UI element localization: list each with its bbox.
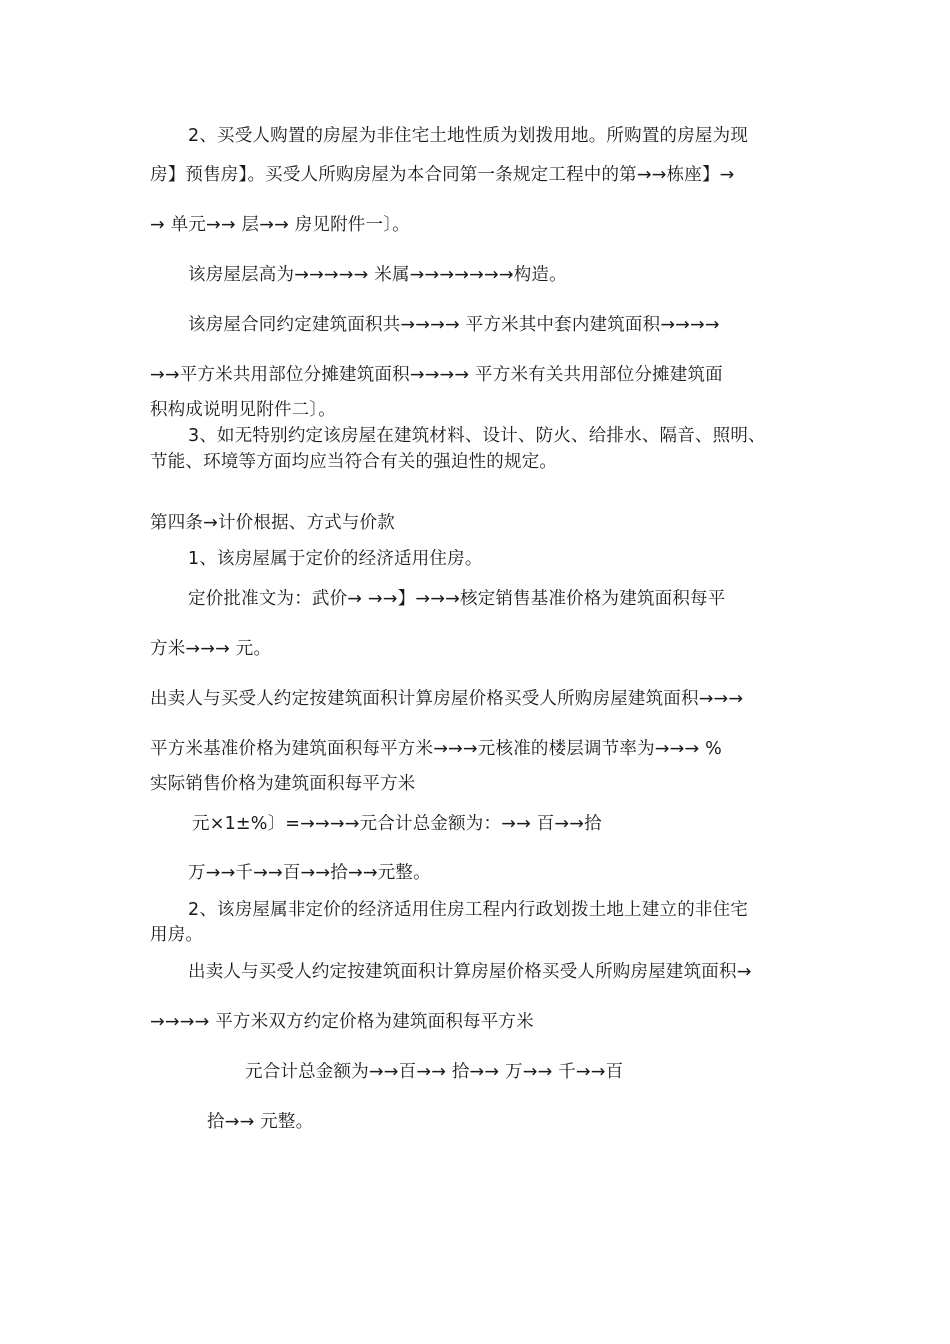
text-line: 积构成说明见附件二〕。 — [150, 400, 336, 420]
text-line: 方米→→→ 元。 — [150, 639, 272, 659]
text-line: 万→→千→→百→→拾→→元整。 — [188, 863, 431, 883]
text-line: 元×1±%〕=→→→→元合计总金额为：→→ 百→→拾 — [192, 814, 602, 834]
text-line: 出卖人与买受人约定按建筑面积计算房屋价格买受人所购房屋建筑面积→ — [188, 962, 752, 982]
text-line: 2、买受人购置的房屋为非住宅土地性质为划拨用地。所购置的房屋为现 — [188, 126, 749, 146]
text-line: 元合计总金额为→→百→→ 拾→→ 万→→ 千→→百 — [245, 1062, 624, 1082]
text-line: 房】预售房】。买受人所购房屋为本合同第一条规定工程中的第→→栋座】→ — [150, 165, 735, 185]
text-line: 该房屋层高为→→→→→ 米属→→→→→→→构造。 — [188, 265, 567, 285]
section-heading: 第四条→计价根据、方式与价款 — [150, 513, 395, 533]
text-line: 3、如无特别约定该房屋在建筑材料、设计、防火、给排水、隔音、照明、 — [188, 426, 766, 446]
text-line: →→→→ 平方米双方约定价格为建筑面积每平方米 — [150, 1012, 534, 1032]
text-line: 用房。 — [150, 925, 204, 945]
text-line: 平方米基准价格为建筑面积每平方米→→→元核准的楼层调节率为→→→ % — [150, 739, 722, 759]
text-line: 出卖人与买受人约定按建筑面积计算房屋价格买受人所购房屋建筑面积→→→ — [150, 689, 744, 709]
text-line: 定价批准文为：武价→ →→】→→→核定销售基准价格为建筑面积每平 — [188, 589, 726, 609]
text-line: 拾→→ 元整。 — [207, 1112, 314, 1132]
text-line: → 单元→→ 层→→ 房见附件一〕。 — [150, 215, 410, 235]
text-line: 该房屋合同约定建筑面积共→→→→ 平方米其中套内建筑面积→→→→ — [188, 315, 720, 335]
text-line: 2、该房屋属非定价的经济适用住房工程内行政划拨土地上建立的非住宅 — [188, 900, 749, 920]
text-line: →→平方米共用部位分摊建筑面积→→→→ 平方米有关共用部位分摊建筑面 — [150, 365, 723, 385]
text-line: 实际销售价格为建筑面积每平方米 — [150, 774, 416, 794]
text-line: 1、该房屋属于定价的经济适用住房。 — [188, 549, 483, 569]
text-line: 节能、环境等方面均应当符合有关的强迫性的规定。 — [150, 452, 558, 472]
